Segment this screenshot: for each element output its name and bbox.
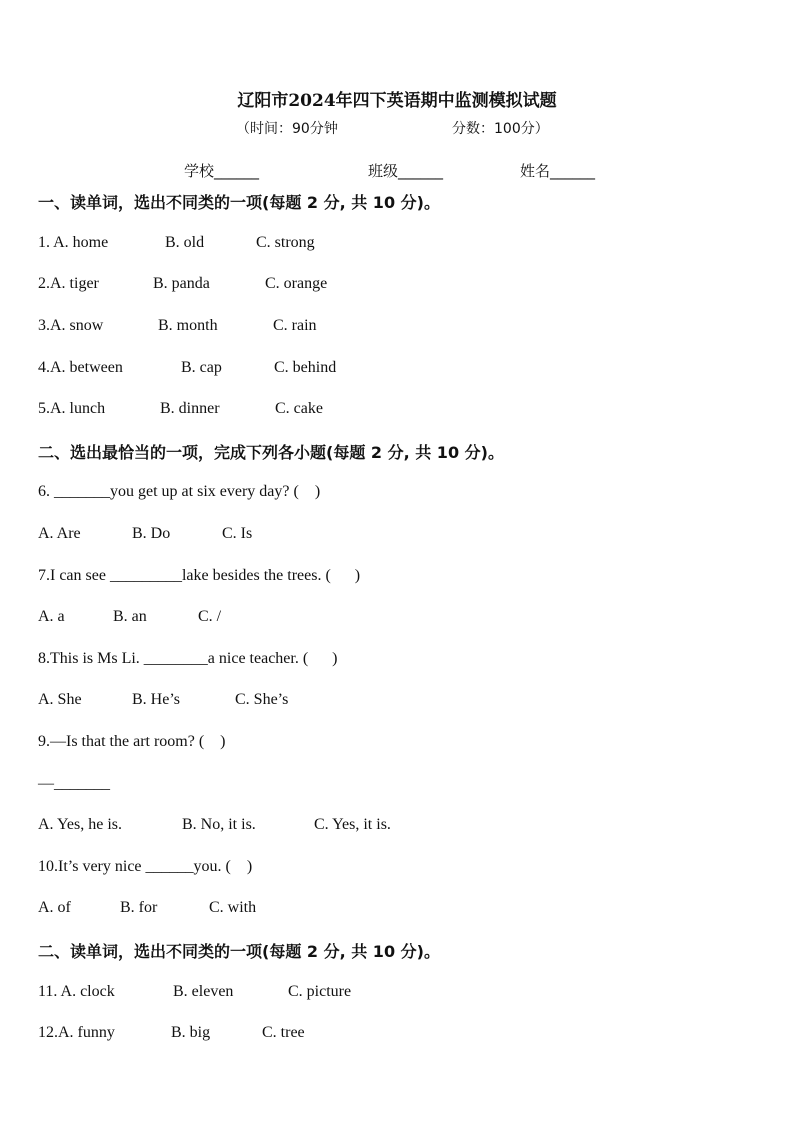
section-heading-1: 一、读单词，选出不同类的一项(每题 2 分, 共 10 分)。 xyxy=(38,193,440,212)
question-2-option-c: C. orange xyxy=(265,275,328,292)
exam-score: 分数：100分） xyxy=(452,121,549,137)
question-6-option-b: B. Do xyxy=(132,525,171,542)
question-11-option-b: B. eleven xyxy=(173,983,234,1000)
question-5-option-c: C. cake xyxy=(275,400,323,417)
school-field: 学校______ xyxy=(184,162,260,180)
question-4-option-b: B. cap xyxy=(181,359,222,376)
question-4-option-a: 4.A. between xyxy=(38,359,123,376)
question-9-option-b: B. No, it is. xyxy=(182,816,256,833)
question-10-option-c: C. with xyxy=(209,899,257,916)
section-heading-2: 二、选出最恰当的一项，完成下列各小题(每题 2 分, 共 10 分)。 xyxy=(38,443,504,462)
class-field: 班级______ xyxy=(368,162,444,180)
question-9-answer-line: —_______ xyxy=(38,775,110,792)
question-12-option-a: 12.A. funny xyxy=(38,1024,115,1041)
question-10-option-b: B. for xyxy=(120,899,158,916)
question-5-option-b: B. dinner xyxy=(160,400,220,417)
question-11-option-c: C. picture xyxy=(288,983,352,1000)
question-6-option-a: A. Are xyxy=(38,525,81,542)
page-title: 辽阳市2024年四下英语期中监测模拟试题 xyxy=(237,91,557,111)
section-heading-3: 二、读单词，选出不同类的一项(每题 2 分, 共 10 分)。 xyxy=(38,942,440,961)
exam-time: （时间：90分钟 xyxy=(236,121,338,137)
question-11-option-a: 11. A. clock xyxy=(38,983,115,1000)
question-1-option-a: 1. A. home xyxy=(38,234,109,251)
question-3-option-c: C. rain xyxy=(273,317,317,334)
question-3-option-a: 3.A. snow xyxy=(38,317,104,334)
question-8-option-c: C. She’s xyxy=(235,691,289,708)
question-9-option-c: C. Yes, it is. xyxy=(314,816,391,833)
question-7-option-c: C. / xyxy=(198,608,222,625)
question-10-stem: 10.It’s very nice ______you. ( ) xyxy=(38,858,253,875)
question-2-option-a: 2.A. tiger xyxy=(38,275,99,292)
question-2-option-b: B. panda xyxy=(153,275,210,292)
question-8-stem: 8.This is Ms Li. ________a nice teacher. ( ) xyxy=(38,650,338,667)
question-1-option-b: B. old xyxy=(165,234,205,251)
question-12-option-c: C. tree xyxy=(262,1024,305,1041)
question-9-stem: 9.—Is that the art room? ( ) xyxy=(38,733,226,750)
question-1-option-c: C. strong xyxy=(256,234,315,251)
question-3-option-b: B. month xyxy=(158,317,218,334)
name-field: 姓名______ xyxy=(520,162,596,180)
question-8-option-b: B. He’s xyxy=(132,691,180,708)
question-8-option-a: A. She xyxy=(38,691,82,708)
question-6-stem: 6. _______you get up at six every day? ( ) xyxy=(38,483,321,500)
question-6-option-c: C. Is xyxy=(222,525,253,542)
question-10-option-a: A. of xyxy=(38,899,71,916)
question-4-option-c: C. behind xyxy=(274,359,337,376)
question-7-option-a: A. a xyxy=(38,608,65,625)
question-9-option-a: A. Yes, he is. xyxy=(38,816,123,833)
question-7-stem: 7.I can see _________lake besides the trees. ( ) xyxy=(38,567,361,584)
question-12-option-b: B. big xyxy=(171,1024,211,1041)
question-7-option-b: B. an xyxy=(113,608,147,625)
question-5-option-a: 5.A. lunch xyxy=(38,400,106,417)
